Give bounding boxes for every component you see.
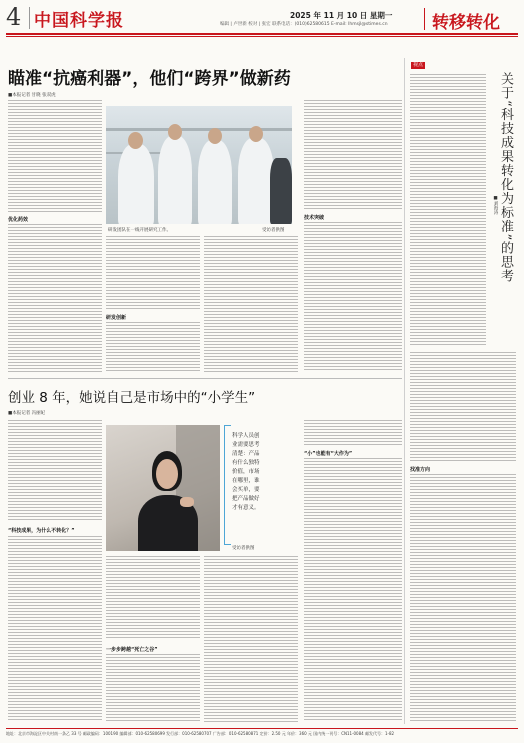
article1-subhead1: 优化药效 bbox=[8, 217, 29, 223]
newspaper-logo: 中国科学报 bbox=[34, 11, 124, 31]
article2-subhead1: “科技成果，为什么不转化？” bbox=[8, 528, 75, 534]
article2-headline: 创业 8 年，她说自己是市场中的“小学生” bbox=[8, 390, 256, 406]
section-title: 转移转化 bbox=[432, 13, 500, 33]
article2-text-col3 bbox=[204, 556, 298, 722]
mid-subhead-a: “小”也能有“大作为” bbox=[304, 451, 353, 457]
page-number: 4 bbox=[6, 3, 22, 31]
article2-subhead3: 一步步跨越“死亡之谷” bbox=[106, 647, 158, 653]
article1-subhead2: 研发创新 bbox=[106, 315, 127, 321]
article1-headline: 瞄准“抗癌利器”，他们“跨界”做新药 bbox=[8, 69, 291, 89]
masthead-rule-thin bbox=[6, 36, 518, 37]
article1-text-col4 bbox=[304, 100, 402, 210]
article1-text-col1b bbox=[8, 224, 102, 372]
section-divider bbox=[424, 8, 425, 30]
footer-info: 地址：北京市海淀区中关村南一条乙 33 号 邮政编码：100190 编辑部：010-62580699 发行部：010-62580707 广告部：010-62580871 定价：2.50 元 年价：360 元 国内统一刊号：CN11-0084 邮发代号：1-82 bbox=[6, 731, 395, 736]
article-divider bbox=[8, 378, 402, 379]
masthead-divider bbox=[29, 7, 30, 29]
pullquote-bracket bbox=[224, 425, 231, 545]
article1-text-col2b bbox=[106, 322, 200, 372]
article2-text-col2 bbox=[106, 556, 200, 640]
issue-date: 2025 年 11 月 10 日 星期一 bbox=[290, 11, 393, 20]
sidebar-tag: 视点 bbox=[412, 62, 423, 68]
editor-contact: 编辑 | 卢世新 校对 | 张宏 联系电话：(010)62580615 E-mail: lhmsjl@stimes.cn bbox=[220, 22, 388, 27]
article1-text-col3 bbox=[204, 236, 298, 372]
article2-photo bbox=[106, 425, 220, 551]
article2-text-col1b bbox=[8, 536, 102, 722]
sidebar-author: ■刘海涛 bbox=[493, 196, 498, 215]
article1-byline: ■本报记者 甘晓 张双虎 bbox=[8, 93, 56, 98]
article1-photo-credit: 受访者供图 bbox=[262, 228, 285, 233]
sidebar-text-col1 bbox=[410, 74, 486, 346]
article1-text-col2 bbox=[106, 236, 200, 310]
article2-text-col2b bbox=[106, 654, 200, 722]
article2-pullquote: 科学人员创业需要思考清楚：产品有什么独特价值，市场在哪里，谁会买单，要把产品做好才有意义。 bbox=[232, 433, 260, 511]
sidebar-separator bbox=[404, 58, 405, 724]
article2-photo-credit: 受访者供图 bbox=[232, 546, 255, 551]
article2-byline: ■本报记者 冯丽妃 bbox=[8, 411, 46, 416]
article1-text-col4b bbox=[304, 222, 402, 372]
sidebar-text-col3 bbox=[410, 474, 516, 722]
article1-text-col1 bbox=[8, 100, 102, 212]
article2-text-col4b bbox=[304, 458, 402, 722]
sidebar-text-col2 bbox=[410, 352, 516, 462]
footer-rule bbox=[6, 728, 518, 729]
article1-photo-caption: 研发团队在一线开展研究工作。 bbox=[108, 228, 171, 233]
article1-photo bbox=[106, 106, 292, 224]
article2-text-col1 bbox=[8, 420, 102, 522]
sidebar-subhead: 找准方向 bbox=[410, 467, 431, 473]
article1-subhead3: 技术突破 bbox=[304, 215, 325, 221]
article2-text-col4 bbox=[304, 420, 402, 446]
masthead-rule bbox=[6, 33, 518, 35]
sidebar-title: 关于“科技成果转化为标准”的思考 bbox=[498, 72, 513, 284]
